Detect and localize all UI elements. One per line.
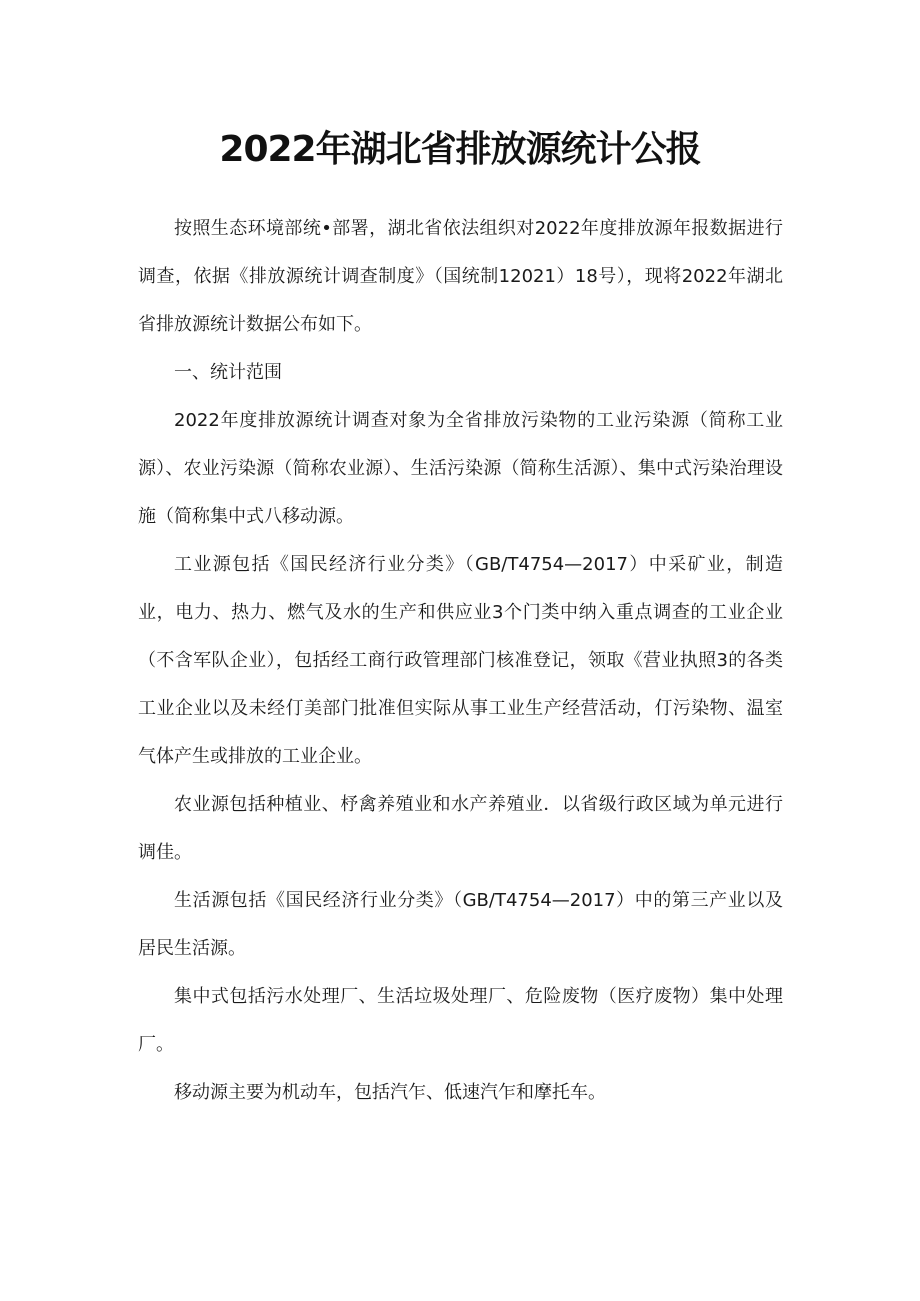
- paragraph-survey-objects: 2022年度排放源统计调查对象为全省排放污染物的工业污染源（简称工业源）、农业污染源（简称农业源）、生活污染源（简称生活源）、集中式污染治理设施（简称集中式八移动源。: [138, 410, 783, 527]
- paragraph-agricultural-source: 农业源包括种植业、杼禽养殖业和水产养殖业．以省级行政区域为单元进行调佳。: [138, 794, 783, 863]
- paragraph-domestic-source: 生活源包括《国民经济行业分类》（GB/T4754—2017）中的第三产业以及居民生活源。: [138, 890, 783, 959]
- intro-paragraph: 按照生态环境部统•部署，湖北省依法组织对2022年度排放源年报数据进行调查，依据《排放源统计调查制度》（国统制12021）18号），现将2022年湖北省排放源统计数据公布如下。: [138, 218, 783, 335]
- section-heading-scope: 一、统计范围: [174, 362, 282, 383]
- paragraph-industrial-source: 工业源包括《国民经济行业分类》（GB/T4754—2017）中采矿业，制造业，电力、热力、燃气及水的生产和供应业3个门类中纳入重点调查的工业企业（不含军队企业），包括经工商行政管理部门核准登记，领取《营业执照3的各类工业企业以及未经仃美部门批准但实际从事工业生产经营活动，仃污染物、温室气体产生或排放的工业企业。: [138, 554, 783, 767]
- page-title: 2022年湖北省排放源统计公报: [219, 129, 701, 170]
- paragraph-mobile-source: 移动源主要为机动车，包括汽乍、低速汽乍和摩托车。: [174, 1082, 606, 1103]
- document-body: [138, 205, 783, 1117]
- paragraph-centralized-facilities: 集中式包括污水处理厂、生活垃圾处理厂、危险废物（医疗废物）集中处理厂。: [138, 986, 783, 1055]
